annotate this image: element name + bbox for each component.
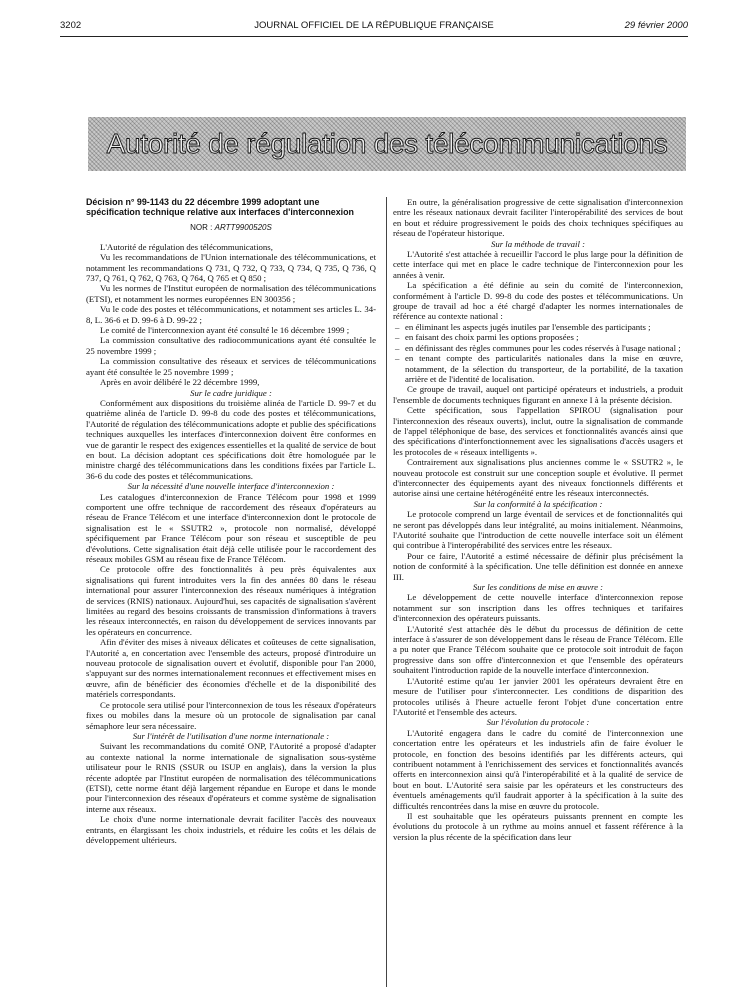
issue-date: 29 février 2000 bbox=[624, 20, 688, 31]
body-paragraph: Le développement de cette nouvelle interface d'interconnexion repose notamment sur son inscription dans les offres techniques et tarifaires d'interconnexion des opérateurs puissants. bbox=[393, 592, 683, 624]
section-heading: Sur le cadre juridique : bbox=[190, 387, 272, 398]
section-heading: Sur la méthode de travail : bbox=[490, 238, 586, 249]
right-column bbox=[393, 197, 683, 987]
body-paragraph: Cette spécification, sous l'appellation SPIROU (signalisation pour l'interconnexion des réseaux ouverts), inclut, outre la signalisation de commande de l'appel téléphonique de base, des services et fonctionnalités avancés ainsi que des spécifications d'interfonctionnement avec les signalisations d'accès usagers et les protocoles de « réseaux intelligents ». bbox=[393, 405, 683, 457]
body-paragraph: Ce protocole offre des fonctionnalités à peu près équivalentes aux signalisations qui furent introduites vers la fin des années 80 dans le réseau international pour assurer l'interconnexion des réseaux numériques à intégration de services (RNIS) nationaux. Aujourd'hui, ses capacités de signalisation s'avèrent limitées au regard des besoins croissants de transmission d'informations à travers les réseaux interconnectés, en raison du développement de services innovants par les opérateurs en concurrence. bbox=[86, 564, 376, 637]
nor-reference bbox=[86, 223, 376, 233]
body-paragraph: Les catalogues d'interconnexion de France Télécom pour 1998 et 1999 comportent une offre technique de raccordement des réseaux d'opérateurs au réseau de France Télécom et une interface d'interconnexion dont le protocole de signalisation est le « SSUTR2 », protocole non normalisé, développé spécifiquement par France Télécom pour son réseau et susceptible de peu d'évolutions. Cette signalisation était déjà celle utilisée pour le raccordement des réseaux mobiles GSM au réseau fixe de France Télécom. bbox=[86, 491, 376, 564]
page-number: 3202 bbox=[60, 20, 82, 31]
decision-title: Décision n° 99-1143 du 22 décembre 1999 adoptant une spécification technique relative aux interfaces d'interconnexion bbox=[86, 197, 354, 218]
body-paragraph: Le comité de l'interconnexion ayant été consulté le 16 décembre 1999 ; bbox=[100, 325, 350, 336]
body-paragraph: Afin d'éviter des mises à niveaux délicates et coûteuses de cette signalisation, l'Autorité a, en concertation avec l'ensemble des acteurs, proposé d'introduire un nouveau protocole de signalisation ouvert et évolutif, disponible pour l'an 2000, s'appuyant sur des normes internationalement reconnues et effectivement mises en œuvre, afin de bénéficier des économies d'échelle et de la disponibilité des matériels correspondants. bbox=[86, 637, 376, 700]
journal-title: JOURNAL OFFICIEL DE LA RÉPUBLIQUE FRANÇAISE bbox=[254, 20, 494, 31]
body-paragraph: Le choix d'une norme internationale devrait faciliter l'accès des nouveaux entrants, en élargissant les choix industriels, et réduire les coûts et les délais de développement ultérieurs. bbox=[86, 814, 376, 845]
header-rule bbox=[60, 36, 688, 37]
section-heading: Sur l'évolution du protocole : bbox=[486, 717, 590, 728]
list-item: – en faisant des choix parmi les options proposées ; bbox=[393, 332, 683, 342]
body-paragraph: Ce protocole sera utilisé pour l'interconnexion de tous les réseaux d'opérateurs fixes ou mobiles dans la mesure où un protocole de signalisation par canal sémaphore leur sera nécessaire. bbox=[86, 699, 376, 731]
body-paragraph: Contrairement aux signalisations plus anciennes comme le « SSUTR2 », le nouveau protocole est construit sur une conception souple et évolutive. Il permet d'interconnecter des équipements ayant des niveaux fonctionnels différents et autorise ainsi une certaine hétérogénéité entre les réseaux interconnectés. bbox=[393, 457, 683, 499]
banner-title: Autorité de régulation des télécommunications bbox=[106, 128, 668, 159]
body-paragraph: L'Autorité de régulation des télécommunications, bbox=[100, 241, 273, 252]
running-header bbox=[60, 20, 688, 34]
body-paragraph: En outre, la généralisation progressive de cette signalisation d'interconnexion entre les réseaux nationaux devrait faciliter l'interopérabilité des services de bout en bout et réduire progressivement le poids des choix techniques spécifiques au réseau de l'opérateur historique. bbox=[393, 197, 683, 239]
body-paragraph: Vu les recommandations de l'Union internationale des télécommunications, et notamment les recommandations Q 731, Q 732, Q 733, Q 734, Q 735, Q 736, Q 737, Q 761, Q 762, Q 763, Q 764, Q 765 et Q 850 ; bbox=[86, 252, 376, 284]
body-paragraph: Le protocole comprend un large éventail de services et de fonctionnalités qui ne seront pas développés dans leur intégralité, au moins initialement. Néanmoins, l'Autorité souhaite que l'introduction de cette nouvelle interface soit un élément qui contribue à l'interopérabilité des services entre les réseaux. bbox=[393, 509, 683, 551]
left-column bbox=[86, 197, 376, 987]
section-banner bbox=[88, 117, 686, 171]
column-divider bbox=[386, 197, 387, 987]
list-item: – en éliminant les aspects jugés inutiles par l'ensemble des participants ; bbox=[393, 322, 683, 332]
list-item: – en définissant des règles communes pour les codes réservés à l'usage national ; bbox=[393, 343, 683, 353]
section-heading: Sur la conformité à la spécification : bbox=[473, 498, 603, 509]
body-paragraph: Pour ce faire, l'Autorité a estimé nécessaire de définir plus précisément la notion de conformité à la spécification. Une telle définition est donnée en annexe III. bbox=[393, 550, 683, 582]
body-paragraph: La spécification a été définie au sein du comité de l'interconnexion, conformément à l'article D. 99-8 du code des postes et télécommunications. Un groupe de travail ad hoc a été chargé d'adapter les normes internationales de référence au contexte national : bbox=[393, 280, 683, 322]
body-paragraph: L'Autorité s'est attachée dès le début du processus de définition de cette interface à s'assurer de son développement dans le réseau de France Télécom. Elle a pu noter que France Télécom souhaite que ce protocole soit introduit de façon progressive dans son offre d'interconnexion et que l'ensemble des opérateurs souhaitent l'introduction rapide de la nouvelle interface d'interconnexion. bbox=[393, 623, 683, 676]
body-paragraph: Vu le code des postes et télécommunications, et notamment ses articles L. 34-8, L. 36-6 et D. 99-6 à D. 99-22 ; bbox=[86, 304, 376, 325]
body-paragraph: L'Autorité engagera dans le cadre du comité de l'interconnexion une concertation entre les opérateurs et les industriels afin de faire évoluer le protocole, en fonction des besoins identifiés par les différents acteurs, qui contribuent notamment à l'enrichissement des services et fonctionnalités avancés offerts en interconnexion ainsi qu'à l'interopérabilité et à la qualité de service de bout en bout. L'Autorité sera saisie par les opérateurs et les constructeurs des éventuels aménagements qu'il faudrait apporter à la spécification à la suite des difficultés rencontrées dans la mise en œuvre du protocole. bbox=[393, 727, 683, 811]
body-paragraph: L'Autorité s'est attachée à recueillir l'accord le plus large pour la définition de cette interface qui met en place le cadre technique de l'interconnexion pour les années à venir. bbox=[393, 249, 683, 280]
nor-value: ARTT9900520S bbox=[214, 223, 272, 233]
body-paragraph: La commission consultative des réseaux et services de télécommunications ayant été consultée le 25 novembre 1999 ; bbox=[86, 356, 376, 377]
list-item: – en tenant compte des particularités nationales dans la mise en œuvre, notamment, de la sélection du transporteur, de la portabilité, de la taxation arrière et de l'identité de localisation. bbox=[393, 353, 683, 384]
body-paragraph: L'Autorité estime qu'au 1er janvier 2001 les opérateurs devraient être en mesure de l'utiliser pour s'interconnecter. Les conditions de disparition des protocoles utilisés à l'heure actuelle feront l'objet d'une concertation entre l'Autorité et l'ensemble des acteurs. bbox=[393, 675, 683, 717]
body-paragraph: Vu les normes de l'Institut européen de normalisation des télécommunications (ETSI), et notamment les normes européennes EN 300356 ; bbox=[86, 283, 376, 304]
body-paragraph: La commission consultative des radiocommunications ayant été consultée le 25 novembre 1999 ; bbox=[86, 335, 376, 356]
nor-label: NOR : bbox=[190, 223, 213, 233]
section-heading: Sur les conditions de mise en œuvre : bbox=[472, 582, 604, 593]
body-paragraph: Conformément aux dispositions du troisième alinéa de l'article D. 99-7 et du quatrième alinéa de l'article D. 99-8 du code des postes et télécommunications, l'Autorité de régulation des télécommunications adopte et publie des spécifications techniques auxquelles les interfaces d'interconnexion doivent être conformes en vue de garantir le respect des exigences essentielles et la qualité de service de bout en bout. La décision adoptant ces spécifications doit être homologuée par le ministre chargé des télécommunications dans les conditions fixées par l'article L. 36-6 du code des postes et télécommunications. bbox=[86, 397, 376, 481]
body-paragraph: Ce groupe de travail, auquel ont participé opérateurs et industriels, a produit l'ensemble de documents techniques figurant en annexe I à la présente décision. bbox=[393, 384, 683, 405]
section-heading: Sur la nécessité d'une nouvelle interface d'interconnexion : bbox=[127, 481, 335, 492]
section-heading: Sur l'intérêt de l'utilisation d'une norme internationale : bbox=[132, 730, 330, 741]
body-paragraph: Suivant les recommandations du comité ONP, l'Autorité a proposé d'adapter au contexte national la norme internationale de signalisation sous-système utilisateur pour le RNIS (SSUR ou ISUP en anglais), dans la version la plus récente adoptée par l'Institut européen de normalisation des télécommunications (ETSI), cette norme étant déjà largement répandue en Europe et dans le monde pour l'interconnexion des réseaux d'opérateurs et comme système de signalisation interne aux réseaux. bbox=[86, 741, 376, 814]
body-paragraph: Après en avoir délibéré le 22 décembre 1999, bbox=[100, 377, 260, 388]
body-paragraph: Il est souhaitable que les opérateurs puissants prennent en compte les évolutions du protocole à un rythme au moins annuel et fassent référence à la version la plus récente de la spécification dans leur bbox=[393, 810, 683, 842]
